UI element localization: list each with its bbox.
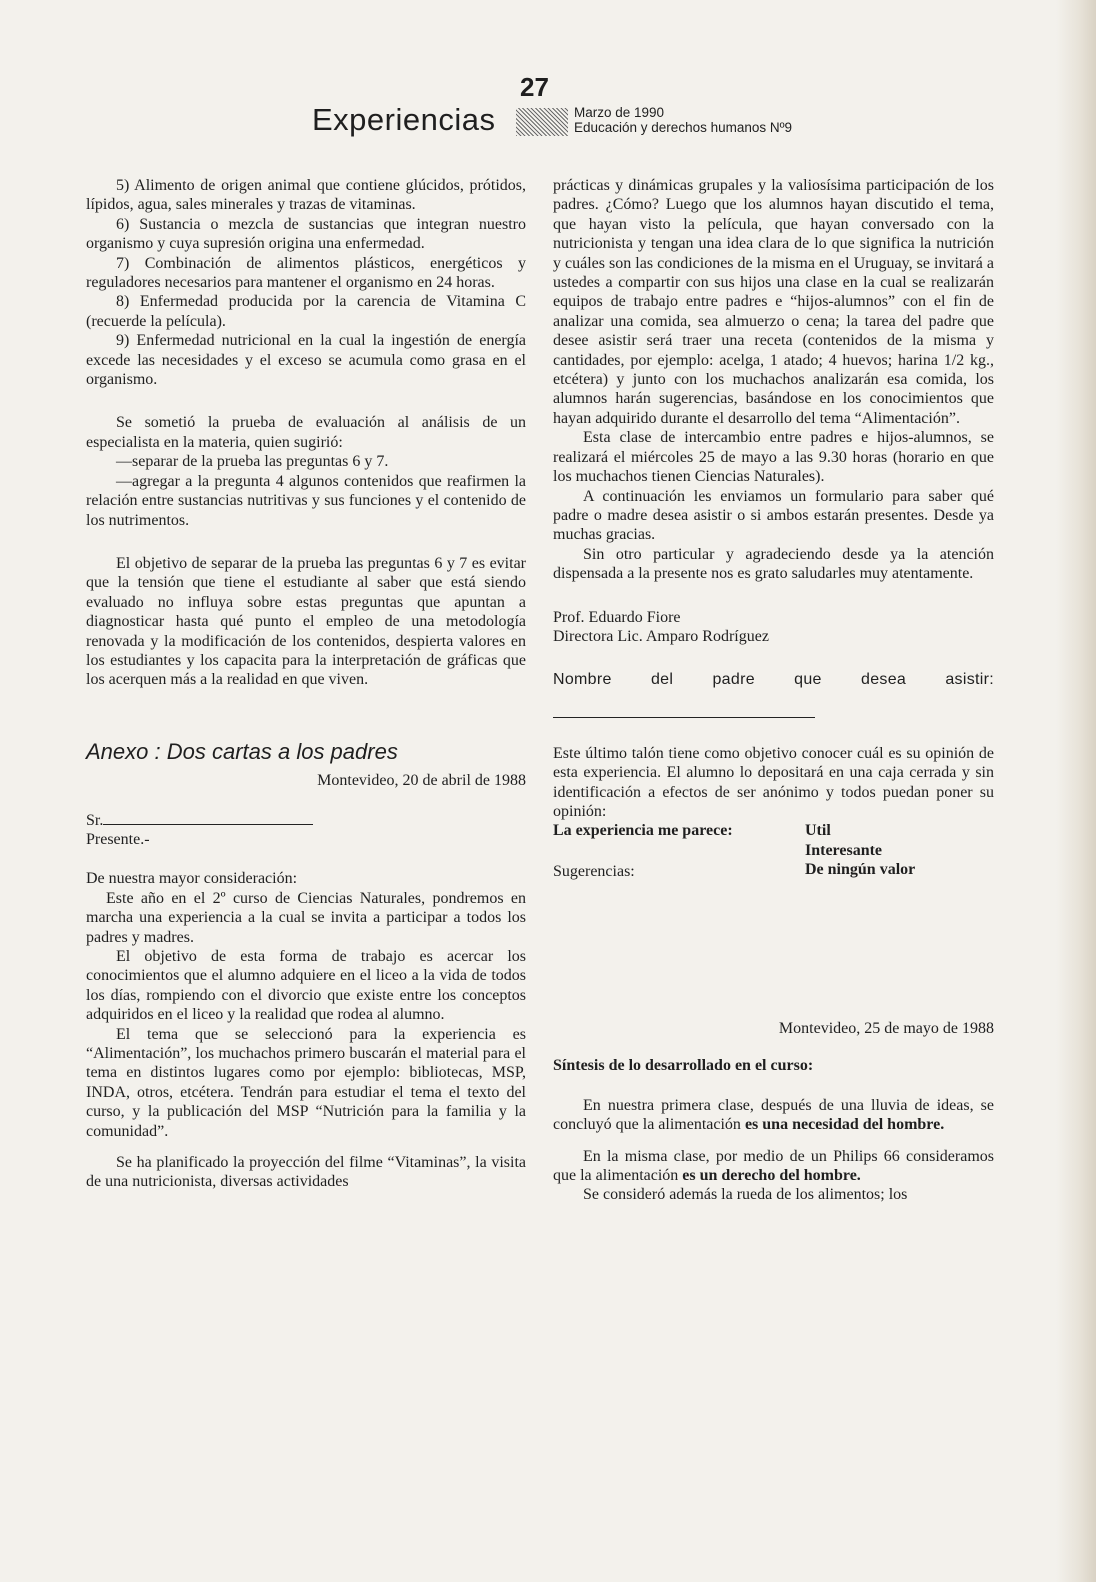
section-title: Experiencias [312, 102, 496, 137]
continued-paragraph: prácticas y dinámicas grupales y la valiosísima participación de los padres. ¿Cómo? Luego que los alumnos hayan discutido el tema, que hayan visto la película, que hayan conversado con la nutricionista y tengan una idea clara de lo que significa la nutrición y cuáles son las condiciones de la misma en el Uruguay, se invitará a ustedes a compartir con sus hijos una clase en la cual se realizarán equipos de trabajo entre padres e “hijos-alumnos” con el fin de analizar una comida, sea almuerzo o cena; la tarea del padre que desee asistir será traer una receta (contenidos de la misma y cantidades, por ejemplo: acelga, 1 atado; 4 huevos; harina 1/2 kg., etcétera) y junto con los muchachos analizarán esa comida, los alumnos harán sugerencias, basándose en los conocimientos que hayan adquirido durante el desarrollo del tema “Alimentación”. [553, 177, 994, 427]
prompt-word: Nombre [553, 671, 612, 689]
synthesis-paragraph [553, 1096, 994, 1135]
list-item: 6) Sustancia o mezcla de sustancias que integran nuestro organismo y cuya supresión origina una enfermedad. [86, 215, 526, 253]
evaluation-item: —separar de la prueba las preguntas 6 y 7. [116, 453, 389, 471]
publication-info [574, 105, 792, 135]
prompt-word: del [650, 671, 674, 689]
synthesis-emphasis: es una necesidad del hombre. [744, 1116, 945, 1134]
right-column [553, 176, 994, 1205]
synthesis-paragraph [553, 1147, 994, 1186]
experience-options [805, 821, 915, 879]
prompt-word: que [794, 671, 822, 689]
letter-paragraph: A continuación les enviamos un formulario para saber qué padre o madre desea asistir o si ambos estarán presentes. Desde ya muchas gracias. [553, 487, 994, 544]
list-item: 5) Alimento de origen animal que contiene glúcidos, prótidos, lípidos, agua, sales minerales y trazas de vitaminas. [86, 177, 526, 214]
publication-name: Educación y derechos humanos Nº9 [574, 120, 793, 135]
evaluation-item: —agregar a la pregunta 4 algunos contenidos que reafirmen la relación entre sustancias nutritivas y sus funciones y el contenido de los nutrimentos. [86, 472, 526, 529]
list-item: 8) Enfermedad producida por la carencia de Vitamina C (recuerde la película). [86, 293, 526, 330]
objective-paragraph: El objetivo de separar de la prueba las preguntas 6 y 7 es evitar que la tensión que tiene el estudiante al saber que está siendo evaluado no influya sobre estas preguntas que apuntan a diagnosticar hasta qué punto el empleo de una metodología renovada y la modificación de los contenidos, despierta valores en los estudiantes y los capacita para la interpretación de gráficas que los acerquen más a la realidad en que viven. [86, 554, 526, 689]
letter-paragraph: El tema que se seleccionó para la experiencia es “Alimentación”, los muchachos primero buscarán el material para el tema en distintos lugares como por ejemplo: bibliotecas, MSP, INDA, otros, etcétera. Tendrán para estudiar el tema el texto del curso, y la publicación del MSP “Nutrición para la familia y la comunidad”. [86, 1025, 526, 1140]
option-interesting: Interesante [805, 841, 883, 859]
synthesis-text: En la misma clase, por medio de un Philips 66 consideramos que la alimentación [553, 1147, 994, 1185]
salutation: De nuestra mayor consideración: [86, 870, 298, 888]
prompt-word: padre [712, 671, 755, 689]
synthesis-emphasis: es un derecho del hombre. [682, 1167, 861, 1185]
letter-paragraph: Esta clase de intercambio entre padres e hijos-alumnos, se realizará el miércoles 25 de mayo a las 9.30 horas (horario en que los muchachos tienen Ciencias Naturales). [553, 429, 994, 486]
addressee-label: Sr. [86, 811, 104, 829]
evaluation-paragraph: Se sometió la prueba de evaluación al análisis de un especialista en la materia, quien sugirió: [86, 414, 526, 451]
letter-paragraph: Sin otro particular y agradeciendo desde ya la atención dispensada a la presente nos es grato saludarles muy atentamente. [553, 545, 994, 583]
date-may: Montevideo, 25 de mayo de 1988 [778, 1020, 994, 1037]
option-useful: Util [805, 822, 831, 840]
page-number: 27 [520, 72, 549, 102]
signature-teacher: Prof. Eduardo Fiore [553, 608, 681, 626]
page-edge-shadow [1056, 0, 1096, 1582]
synthesis-text: En nuestra primera clase, después de una lluvia de ideas, se concluyó que la alimentación [553, 1096, 994, 1134]
letter-paragraph: Se ha planificado la proyección del filme “Vitaminas”, la visita de una nutricionista, diversas actividades [86, 1154, 526, 1191]
prompt-word: desea [861, 671, 907, 689]
letter-date: Montevideo, 20 de abril de 1988 [317, 772, 526, 790]
synthesis-title: Síntesis de lo desarrollado en el curso: [553, 1057, 814, 1075]
letter-paragraph: Este año en el 2º curso de Ciencias Naturales, pondremos en marcha una experiencia a la cual se invita a participar a todos los padres y madres. [86, 889, 526, 946]
list-item: 9) Enfermedad nutricional en la cual la ingestión de energía excede las necesidades y el exceso se acumula como grasa en el organismo. [86, 332, 526, 389]
prompt-word: asistir: [945, 671, 994, 689]
presente-line: Presente.- [86, 830, 150, 848]
list-item: 7) Combinación de alimentos plásticos, energéticos y reguladores necesarios para mantener el organismo en 24 horas. [86, 254, 526, 292]
issue-date: Marzo de 1990 [574, 105, 665, 120]
header-hatch-ornament [516, 108, 568, 136]
synthesis-paragraph: Se consideró además la rueda de los alimentos; los [583, 1186, 908, 1204]
page-header [0, 72, 1096, 142]
letter-paragraph: El objetivo de esta forma de trabajo es acercar los conocimientos que el alumno adquiere en el liceo a la vida de todos los días, rompiendo con el divorcio que existe entre los conceptos adquiridos en el liceo y la realidad que rodea al alumno. [86, 948, 526, 1024]
annex-title: Anexo : Dos cartas a los padres [86, 738, 398, 764]
signature-director: Directora Lic. Amparo Rodríguez [553, 627, 769, 645]
experience-label: La experiencia me parece: [553, 822, 733, 840]
left-column [86, 176, 526, 1192]
option-no-value: De ningún valor [805, 861, 916, 879]
addressee-line [86, 811, 526, 830]
talon-paragraph: Este último talón tiene como objetivo conocer cuál es su opinión de esta experiencia. El alumno lo depositará en una caja cerrada y sin identificación a efectos de ser anónimo y todos puedan poner su opinión: [553, 744, 994, 820]
suggestions-label: Sugerencias: [553, 862, 635, 880]
addressee-blank [103, 824, 313, 825]
parent-name-prompt [553, 670, 994, 689]
